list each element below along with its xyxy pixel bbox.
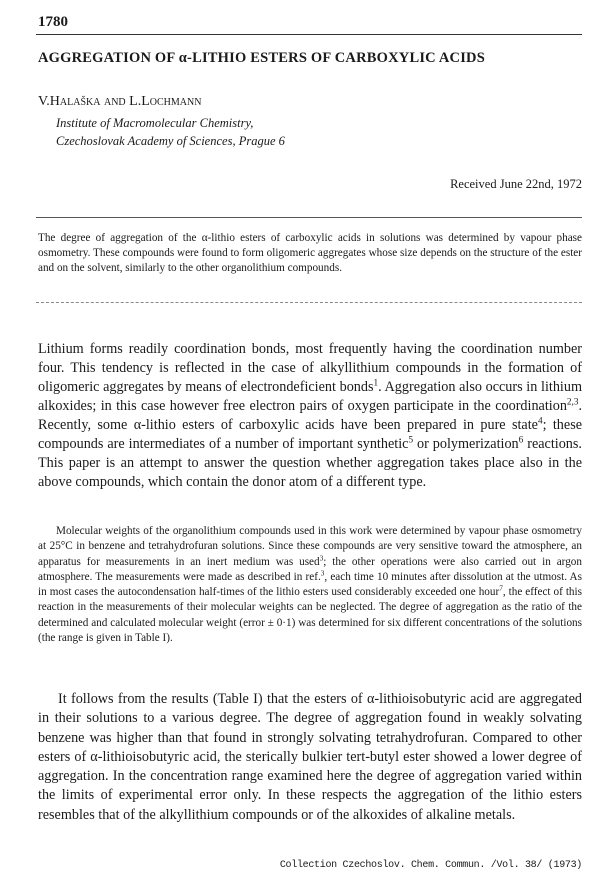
results-paragraph: It follows from the results (Table I) that the esters of α-lithioisobutyric acid are aggregated in their solutions to a various degree. The degree of aggregation found in weakly solvating benzene was higher than that found in strongly solvating tetrahydrofuran. Compared to other esters of α-lithioisobutyric acid, the sterically bulkier tert-butyl ester showed a lower degree of aggregation. In the concentration range examined here the degree of aggregation varied within the limits of experimental error only. In these respects the aggregation of the lithio esters resembles that of the alkyllithium compounds or of the alkoxides of alkaline metals. bbox=[38, 691, 582, 823]
intro-paragraph: Lithium forms readily coordination bonds, most frequently having the coordination number four. This tendency is reflected in the case of alkyllithium compounds in the formation of oligomeric aggregates by means of electrondeficient bonds$^1$. Aggregation also occurs in lithium alkoxides; in this case however free electron pairs of oxygen participate in the coordination$^{2,3}$. Recently, some α-lithio esters of carboxylic acids have been prepared in pure state$^4$; these compounds are intermediates of a number of important synthetic$^5$ or polymerization$^6$ reactions. This paper is an attempt to answer the question whether aggregation takes place also in the above compounds, which contain the donor atom of a different type. bbox=[38, 341, 583, 490]
affiliation-line-2: Czechoslovak Academy of Sciences, Prague 6 bbox=[56, 134, 285, 148]
page-number: 1780 bbox=[38, 14, 68, 30]
article-authors: V.Halaška and L.Lochmann bbox=[38, 94, 202, 109]
header-rule bbox=[36, 34, 582, 35]
footer-citation: Collection Czechoslov. Chem. Commun. /Vol. 38/ (1973) bbox=[279, 860, 582, 871]
article-title: AGGREGATION OF α-LITHIO ESTERS OF CARBOXYLIC ACIDS bbox=[38, 50, 485, 66]
received-date: Received June 22nd, 1972 bbox=[450, 177, 582, 191]
abstract-top-rule bbox=[36, 217, 582, 218]
affiliation-line-1: Institute of Macromolecular Chemistry, bbox=[56, 116, 254, 130]
experimental-paragraph: Molecular weights of the organolithium compounds used in this work were determined by vapour phase osmometry at 25°C in benzene and tetrahydrofuran solutions. Since these compounds are very sensitive toward the atmosphere, an apparatus for measurements in an inert medium was used$^3$; the other operations were also carried out in argon atmosphere. The measurements were made as described in ref.$^3$, each time 10 minutes after dissolution at the utmost. As in most cases the autocondensation half-times of the lithio esters used considerably exceeded one hour$^7$, the effect of this reaction in the measurements of their molecular weights can be neglected. The degree of aggregation as the ratio of the determined and calculated molecular weight (error ± 0·1) was determined for six different concentrations of the solutions (the range is given in Table I). bbox=[38, 525, 582, 645]
abstract-text: The degree of aggregation of the α-lithio esters of carboxylic acids in solutions was determined by vapour phase osmometry. These compounds were found to form oligomeric aggregates whose size depends on the structure of the ester and on the solvent, similarly to the other organolithium compounds. bbox=[38, 232, 582, 274]
abstract-bottom-rule bbox=[36, 302, 582, 303]
